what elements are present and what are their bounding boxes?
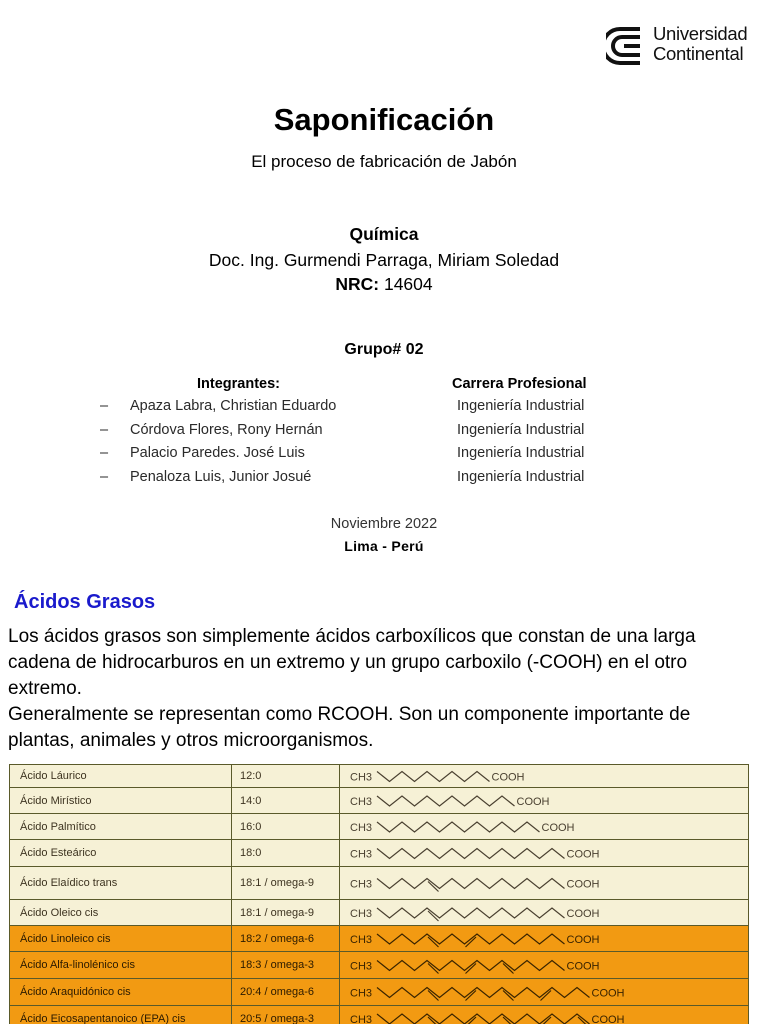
double-bond [466, 1017, 477, 1024]
page-title: Saponificación [273, 102, 495, 137]
structure-formula [350, 902, 730, 924]
carbon-chain [377, 822, 540, 832]
member-row [0, 422, 768, 444]
table-row [10, 952, 749, 979]
member-name: Palacio Paredes. José Luis [130, 445, 305, 461]
acid-notation: 20:5 / omega-3 [232, 1006, 340, 1024]
table-row [10, 926, 749, 952]
paragraph: Generalmente se representan como RCOOH. Son un componente importante de plantas, animales y otros microorganismos. [8, 704, 691, 751]
page-subtitle: El proceso de fabricación de Jabón [251, 152, 517, 171]
structure-formula [350, 954, 730, 977]
table-row [10, 979, 749, 1006]
acid-structure [340, 926, 749, 952]
member-row [0, 445, 768, 467]
structure-formula [350, 869, 730, 898]
acid-name: Ácido Araquidónico cis [10, 979, 232, 1006]
acid-name: Ácido Mirístico [10, 788, 232, 814]
acid-notation: 16:0 [232, 814, 340, 840]
member-name: Córdova Flores, Rony Hernán [130, 421, 323, 438]
fatty-acids-table [9, 764, 749, 1024]
structure-formula [350, 816, 730, 838]
carboxyl-label: COOH [591, 987, 625, 999]
acid-name: Ácido Láurico [10, 765, 232, 788]
carboxyl-label: COOH [566, 848, 600, 860]
acid-notation: 14:0 [232, 788, 340, 814]
nrc-label: NRC: [335, 274, 380, 294]
acid-notation: 12:0 [232, 765, 340, 788]
acid-name: Ácido Elaídico trans [10, 867, 232, 900]
methyl-label: CH3 [350, 987, 373, 999]
nrc-value: 14604 [383, 274, 433, 294]
list-dash: – [100, 421, 109, 438]
acid-notation: 18:1 / omega-9 [232, 900, 340, 926]
carboxyl-label: COOH [591, 1013, 625, 1024]
table-row [10, 814, 749, 840]
carbon-chain [377, 878, 565, 888]
acid-structure [340, 840, 749, 867]
section-heading: Ácidos Grasos [14, 591, 156, 613]
structure-formula [350, 981, 730, 1004]
acid-structure [340, 765, 749, 788]
carboxyl-label: COOH [566, 907, 600, 920]
double-bond [503, 1017, 514, 1024]
date-text: Noviembre 2022 [330, 516, 438, 532]
carboxyl-label: COOH [566, 878, 600, 890]
carboxyl-label: COOH [566, 933, 600, 946]
member-career: Ingeniería Industrial [457, 468, 585, 485]
table-row [10, 788, 749, 814]
list-dash: – [100, 398, 109, 414]
list-dash: – [100, 445, 109, 461]
methyl-label: CH3 [350, 933, 373, 946]
list-dash: – [100, 468, 109, 485]
members-header: Integrantes: [197, 376, 280, 392]
methyl-label: CH3 [350, 1013, 373, 1024]
place-text: Lima - Perú [344, 538, 424, 554]
acid-structure [340, 867, 749, 900]
acid-notation: 18:1 / omega-9 [232, 867, 340, 900]
carbon-chain [377, 908, 565, 918]
acid-name: Ácido Eicosapentanoico (EPA) cis [10, 1006, 232, 1024]
member-career: Ingeniería Industrial [457, 398, 585, 414]
table-row [10, 1006, 749, 1024]
member-row [0, 398, 768, 420]
acid-notation: 18:0 [232, 840, 340, 867]
carboxyl-label: COOH [516, 795, 550, 808]
career-header: Carrera Profesional [452, 376, 587, 392]
paragraph: Los ácidos grasos son simplemente ácidos carboxílicos que constan de una larga cadena de hidrocarburos en un extremo y un grupo carboxilo (-COOH) en el otro extremo. [8, 626, 696, 699]
logo-line-1: Universidad [653, 23, 748, 44]
member-career: Ingeniería Industrial [457, 445, 585, 461]
methyl-label: CH3 [350, 907, 373, 920]
carbon-chain [377, 796, 515, 806]
table-row [10, 765, 749, 788]
carbon-chain [377, 987, 590, 997]
acid-structure [340, 788, 749, 814]
acid-name: Ácido Alfa-linolénico cis [10, 952, 232, 979]
methyl-label: CH3 [350, 821, 373, 834]
university-logo [606, 24, 751, 70]
acid-notation: 18:2 / omega-6 [232, 926, 340, 952]
acid-name: Ácido Oleico cis [10, 900, 232, 926]
logo-line-2: Continental [653, 43, 744, 64]
acid-structure [340, 814, 749, 840]
acid-name: Ácido Palmítico [10, 814, 232, 840]
member-name: Penaloza Luis, Junior Josué [130, 468, 312, 485]
carboxyl-label: COOH [541, 821, 575, 834]
table-row [10, 900, 749, 926]
methyl-label: CH3 [350, 960, 373, 972]
member-name: Apaza Labra, Christian Eduardo [130, 398, 337, 414]
logo-text [653, 24, 747, 64]
logo-mark-icon [606, 25, 646, 67]
course-name: Química [349, 224, 419, 244]
double-bond [541, 1017, 552, 1024]
acid-structure [340, 979, 749, 1006]
nrc-line [0, 274, 768, 295]
structure-formula [350, 1008, 730, 1024]
acid-name: Ácido Linoleico cis [10, 926, 232, 952]
acid-name: Ácido Esteárico [10, 840, 232, 867]
member-career: Ingeniería Industrial [457, 421, 585, 438]
methyl-label: CH3 [350, 795, 373, 808]
carbon-chain [377, 771, 490, 781]
section-body [8, 624, 760, 754]
carboxyl-label: COOH [566, 960, 600, 972]
methyl-label: CH3 [350, 848, 373, 860]
acid-structure [340, 952, 749, 979]
carboxyl-label: COOH [491, 771, 525, 783]
structure-formula [350, 928, 730, 950]
double-bond [578, 1017, 589, 1024]
carbon-chain [377, 1014, 590, 1024]
acid-structure [340, 1006, 749, 1024]
methyl-label: CH3 [350, 771, 373, 783]
acid-notation: 18:3 / omega-3 [232, 952, 340, 979]
acid-notation: 20:4 / omega-6 [232, 979, 340, 1006]
double-bond [428, 1017, 439, 1024]
structure-formula [350, 842, 730, 865]
carbon-chain [377, 848, 565, 858]
group-number: Grupo# 02 [344, 341, 424, 358]
methyl-label: CH3 [350, 878, 373, 890]
member-row [0, 469, 768, 491]
table-row [10, 867, 749, 900]
acid-structure [340, 900, 749, 926]
teacher-name: Doc. Ing. Gurmendi Parraga, Miriam Soledad [208, 250, 560, 270]
table-row [10, 840, 749, 867]
structure-formula [350, 767, 730, 786]
structure-formula [350, 790, 730, 812]
